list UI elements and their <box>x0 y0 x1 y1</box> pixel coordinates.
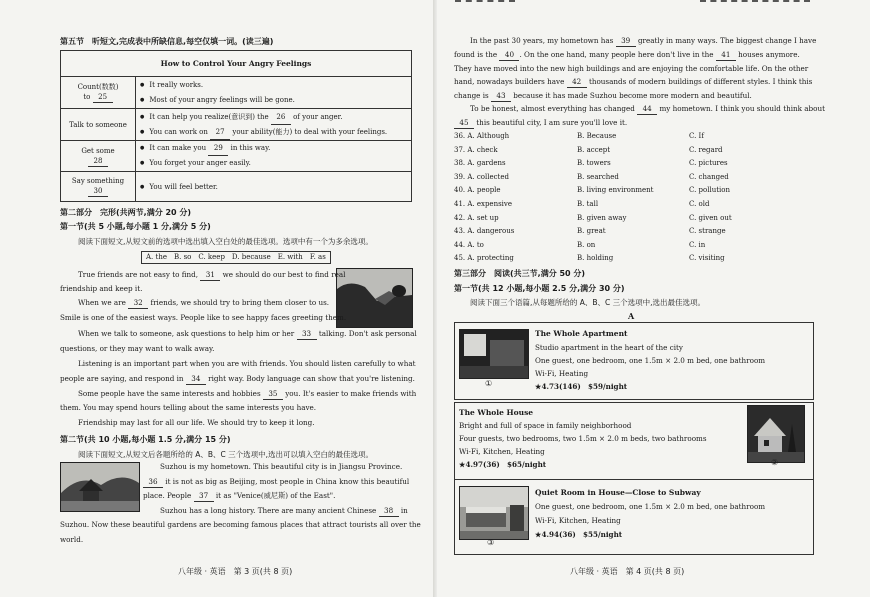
blank-44[interactable]: 44 <box>637 104 657 115</box>
listing-rooms: One guest, one bedroom, one 1.5m × 2.0 m bed, one bathroom <box>535 356 766 365</box>
passage2-line: hand, nowadays builders have 42 thousands of modern buildings of different styles. I think this <box>454 77 813 86</box>
section1-instructions: 阅读下面短文,从短文前的选项中选出填入空白处的最佳选项。选项中有一个为多余选项。 <box>78 237 373 246</box>
passage1-line: Friendship may last for all our life. We should try to keep it long. <box>78 418 315 427</box>
blank-26[interactable]: 26 <box>271 110 291 125</box>
house-photo <box>747 405 805 463</box>
blank-34[interactable]: 34 <box>186 374 206 385</box>
option-item[interactable]: B. on <box>577 240 596 249</box>
blank-28[interactable]: 28 <box>88 156 108 167</box>
table-row-label: Count(数数) to 25 <box>61 77 136 109</box>
listing-title: The Whole House <box>459 408 534 417</box>
blank-31[interactable]: 31 <box>200 270 220 281</box>
table-row-label: Talk to someone <box>61 109 136 141</box>
blank-37[interactable]: 37 <box>194 491 214 502</box>
blank-40[interactable]: 40 <box>499 50 519 61</box>
option-item[interactable]: 42. A. set up <box>454 213 499 222</box>
table-row-label: Get some 28 <box>61 141 136 172</box>
listing-desc: Bright and full of space in family neighborhood <box>459 421 632 430</box>
reading-section1-title: 第一节(共 12 小题,每小题 2.5 分,满分 30 分) <box>454 284 625 293</box>
option-item[interactable]: B. holding <box>577 254 614 263</box>
table-row-content: ● You will feel better. <box>136 172 412 202</box>
listing-rating: ★4.97(36) $65/night <box>459 460 547 469</box>
blank-39[interactable]: 39 <box>616 36 636 47</box>
passage1-line: questions, or they may want to walk away. <box>60 344 215 353</box>
passage1-line: people are saying, and respond in 34 right way. Body language can show that you're listening. <box>60 374 415 383</box>
passage2-line: Suzhou. Now these beautiful gardens are becoming famous places that attract tourists all over the <box>60 520 421 529</box>
option-item[interactable]: C. visiting <box>689 254 725 263</box>
listing-card-room[interactable] <box>454 478 814 555</box>
option-item[interactable]: C. pollution <box>689 186 731 195</box>
option-item[interactable]: 37. A. check <box>454 145 498 154</box>
option-item[interactable]: 44. A. to <box>454 240 484 249</box>
option-item[interactable]: 45. A. protecting <box>454 254 514 263</box>
option-item[interactable]: C. in <box>689 240 706 249</box>
passage2-line: To be honest, almost everything has changed 44 my hometown. I think you should think about <box>470 104 826 113</box>
passage1-line: Listening is an important part when you are with friends. You should listen carefully to what <box>78 359 416 368</box>
passage2-line: In the past 30 years, my hometown has 39 greatly in many ways. The biggest change I have <box>470 36 817 45</box>
table-row-content: ● It can help you realize(意识到) the 26 of your anger. ● You can work on 27 your ability(能力) to deal with your feelings. <box>136 109 412 141</box>
section2-title: 第二节(共 10 小题,每小题 1.5 分,满分 15 分) <box>60 435 231 444</box>
table-row-content: ● It really works. ● Most of your angry feelings will be gone. <box>136 77 412 109</box>
listing-rating: ★4.73(146) $59/night <box>535 382 628 391</box>
passage2-line: 36 it is not as big as Beijing, most people in China know this beautiful <box>143 477 409 488</box>
listing-number: ② <box>771 458 779 467</box>
option-item[interactable]: C. old <box>689 200 710 208</box>
option-item[interactable]: C. strange <box>689 227 726 236</box>
option-item[interactable]: 38. A. gardens <box>454 159 506 168</box>
part2-title: 第二部分 完形(共两节,满分 20 分) <box>60 208 192 217</box>
section2-instructions: 阅读下面短文,从短文后各题所给的 A、B、C 三个选项中,选出可以填入空白的最佳选项。 <box>78 450 374 459</box>
option-item[interactable]: B. given away <box>577 213 627 222</box>
listing-rooms: One guest, one bedroom, one 1.5m × 2.0 m bed, one bathroom <box>535 502 766 511</box>
section1-title: 第一节(共 5 小题,每小题 1 分,满分 5 分) <box>60 222 211 231</box>
page-footer: 八年级 · 英语 第 3 页(共 8 页) <box>178 567 293 576</box>
passage2-line: Suzhou has a long history. There are many ancient Chinese 38 in <box>160 506 408 515</box>
blank-29[interactable]: 29 <box>208 141 228 156</box>
option-item[interactable]: B. searched <box>577 172 619 181</box>
option-item[interactable]: B. Because <box>577 132 617 140</box>
option-item[interactable]: B. tall <box>577 200 599 208</box>
passage2-line: They have moved into the new high buildings and are enjoying the comfortable life. On the other <box>454 64 809 73</box>
listing-title: The Whole Apartment <box>535 329 628 338</box>
blank-45[interactable]: 45 <box>454 118 474 129</box>
passage2-line: 45 this beautiful city, I am sure you'll love it. <box>454 118 627 129</box>
listing-rooms: Four guests, two bedrooms, two 1.5m × 2.0 m beds, two bathrooms <box>459 434 707 443</box>
passage1-line: When we talk to someone, ask questions to help him or her 33 talking. Don't ask personal <box>78 329 417 338</box>
reading-instructions: 阅读下面三个语篇,从每题所给的 A、B、C 三个选项中,选出最佳选项。 <box>470 298 706 307</box>
passage1-line: Some people have the same interests and hobbies 35 you. It's easier to make friends with <box>78 389 417 398</box>
blank-43[interactable]: 43 <box>491 91 511 102</box>
passage2-line: change is 43 because it has made Suzhou become more modern and beautiful. <box>454 91 752 100</box>
listing-rating: ★4.94(36) $55/night <box>535 530 623 539</box>
option-item[interactable]: 40. A. people <box>454 186 501 195</box>
option-item[interactable]: B. living environment <box>577 186 654 195</box>
blank-35[interactable]: 35 <box>263 389 283 400</box>
part3-title: 第三部分 阅读(共三节,满分 50 分) <box>454 269 586 278</box>
blank-27[interactable]: 27 <box>210 125 230 140</box>
blank-25[interactable]: 25 <box>93 92 113 103</box>
table-row-label: Say something 30 <box>61 172 136 202</box>
blank-41[interactable]: 41 <box>716 50 736 61</box>
option-item[interactable]: C. pictures <box>689 159 728 168</box>
passage2-line: place. People 37 it as "Venice(威尼斯) of the East". <box>143 491 336 500</box>
passage1-line: When we are 32 friends, we should try to bring them closer to us. <box>78 298 330 307</box>
passage1-line: friendship and keep it. <box>60 284 143 293</box>
option-item[interactable]: B. towers <box>577 159 611 168</box>
listing-number: ③ <box>487 538 495 547</box>
apartment-photo <box>459 329 529 379</box>
listing-number: ① <box>485 379 493 388</box>
listing-title: Quiet Room in House—Close to Subway <box>535 488 701 497</box>
option-item[interactable]: B. great <box>577 227 606 236</box>
blank-42[interactable]: 42 <box>567 77 587 88</box>
passage1-line: them. You may spend hours telling about the same interests you have. <box>60 403 317 412</box>
option-item[interactable]: 43. A. dangerous <box>454 227 515 236</box>
table-row-content: ● It can make you 29 in this way. ● You forget your anger easily. <box>136 141 412 172</box>
option-item[interactable]: 41. A. expensive <box>454 200 513 208</box>
listing-amenities: Wi-Fi, Heating <box>535 369 589 378</box>
option-item[interactable]: C. regard <box>689 145 723 154</box>
listing-amenities: Wi-Fi, Kitchen, Heating <box>535 516 621 525</box>
listing-desc: Studio apartment in the heart of the city <box>535 343 683 352</box>
blank-30[interactable]: 30 <box>88 186 108 197</box>
option-item[interactable]: C. If <box>689 132 704 140</box>
blank-38[interactable]: 38 <box>379 506 399 517</box>
listing-card-apartment[interactable] <box>454 322 814 400</box>
blank-33[interactable]: 33 <box>297 329 317 340</box>
blank-32[interactable]: 32 <box>128 298 148 309</box>
listing-card-house[interactable] <box>454 402 814 480</box>
passage2-line: world. <box>60 535 84 544</box>
option-item[interactable]: C. changed <box>689 172 729 181</box>
option-item[interactable]: 36. A. Although <box>454 132 510 140</box>
option-item[interactable]: C. given out <box>689 213 732 222</box>
listing-amenities: Wi-Fi, Kitchen, Heating <box>459 447 545 456</box>
section5-title: 第五节 听短文,完成表中所缺信息,每空仅填一词。(读三遍) <box>60 37 274 46</box>
option-item[interactable]: B. accept <box>577 145 611 154</box>
table-title: How to Control Your Angry Feelings <box>61 51 412 77</box>
passage2-line: Suzhou is my hometown. This beautiful city is in Jiangsu Province. <box>160 462 403 471</box>
passage2-line: found is the 40 . On the one hand, many people here don't live in the 41 houses anymore. <box>454 50 800 59</box>
passage1-line: Smile is one of the easiest ways. People like to see happy faces greeting them. <box>60 313 347 322</box>
passage1-line: True friends are not easy to find, 31 we should do our best to find real <box>78 270 346 279</box>
blank-36[interactable]: 36 <box>143 477 163 488</box>
room-photo <box>459 486 529 540</box>
page-footer: 八年级 · 英语 第 4 页(共 8 页) <box>570 567 685 576</box>
section-letter: A <box>628 311 635 321</box>
word-box: A. the B. so C. keep D. because E. with F. as <box>141 251 331 264</box>
option-item[interactable]: 39. A. collected <box>454 172 509 181</box>
